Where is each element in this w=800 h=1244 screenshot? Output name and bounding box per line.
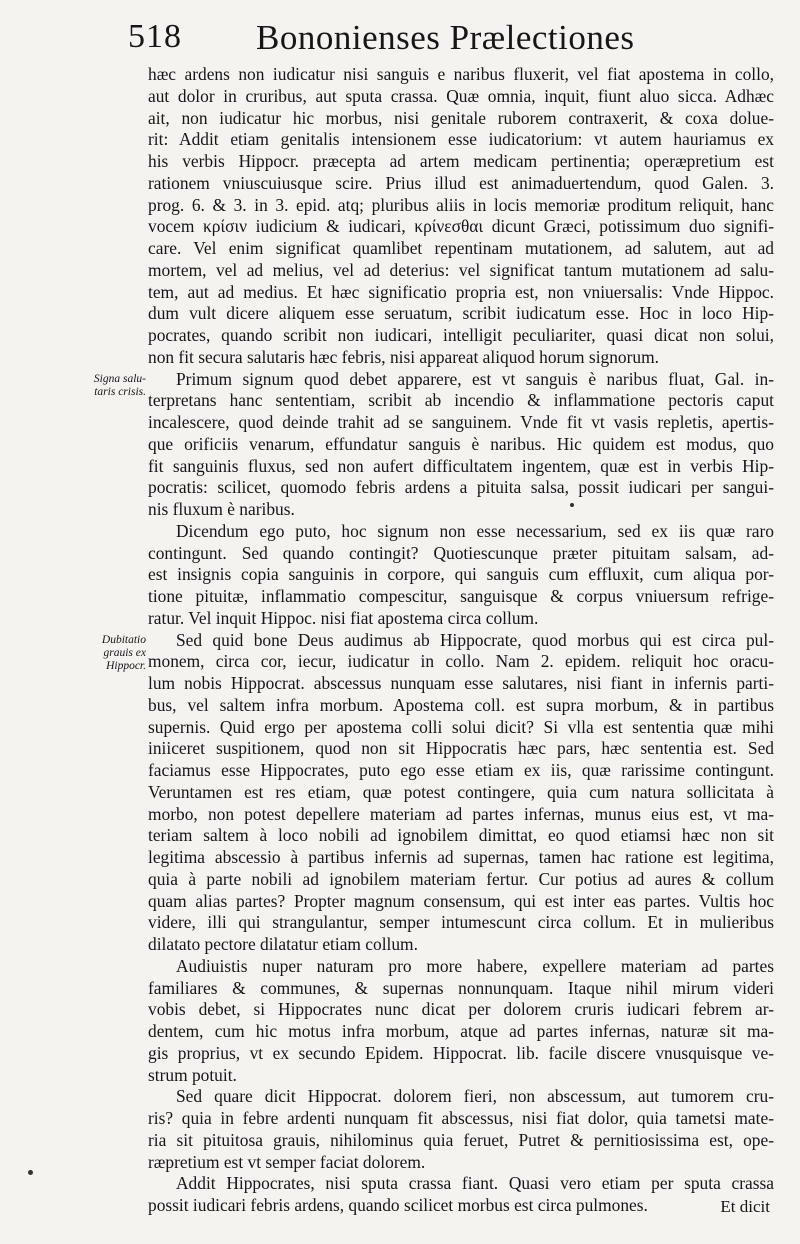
text-line: tione pituitæ, inflammatio compescitur, sanguisque & corpus vniuersum refrige- [148,586,774,606]
text-line: Sed quare dicit Hippocrat. dolorem fieri, non abscessum, aut tumorem cru- [176,1086,774,1107]
text-line: ris? quia in febre ardenti nunquam fit abscessus, nisi fiat dolor, quia tametsi mate- [148,1108,774,1128]
text-line: incalescere, quod deinde trahit ad se sanguinem. Vnde fit vt vasis repletis, apertis- [148,412,774,432]
text-line: fit sanguinis fluxus, sed non aufert difficultatem ingentem, quæ est in verbis Hip- [148,455,774,476]
text-line: Addit Hippocrates, nisi sputa crassa fiant. Quasi vero etiam per sputa crassa [176,1173,774,1194]
margin-note [66,634,146,673]
text-line: terpretans hanc sententiam, scribit ab incendio & inflammatione pectoris caput [148,390,774,411]
text-line: morbo, non potest depellere materiam ad partes infernas, munus eius est, vt ma- [148,803,774,824]
text-line: faciamus esse Hippocrates, puto ego esse etiam ex iis, quæ rarissime contingunt. [148,760,774,780]
margin-note [66,373,146,399]
text-line: ria sit pituitosa grauis, nihilominus quia feruet, Putret & pernitiosissima est, ope- [148,1129,774,1150]
margin-note-line: Hippocr. [106,659,146,672]
text-line: care. Vel enim significat quamlibet repentinam mutationem, ad salutem, aut ad [148,238,774,258]
text-line: possit iudicari febris ardens, quando scilicet morbus est circa pulmones. [148,1195,648,1215]
body-text [148,64,774,1217]
text-line: prog. 6. & 3. in 3. epid. atq; pluribus aliis in locis memoriæ proditum reliquit, hanc [148,194,774,215]
text-line: Dicendum ego puto, hoc signum non esse necessarium, sed ex iis quæ raro [176,520,774,541]
page-header [128,18,768,66]
text-line: strum potuit. [148,1064,237,1085]
text-line: ræpretium est vt semper faciat dolorem. [148,1151,426,1172]
text-line: rit: Addit etiam genitalis intensionem esse iudicatorium: vt autem hauriamus ex [148,129,774,150]
ink-spot-mark [28,1170,33,1175]
text-line: monem, circa cor, iecur, iudicatur in collo. Nam 2. epidem. reliquit hoc oracu- [148,651,774,672]
text-line: tem, aut ad medius. Et hæc significatio propria est, non vniuersalis: Vnde Hippoc. [148,281,774,302]
text-line: aut dolor in cruribus, aut sputa crassa. Quæ omnia, inquit, fiunt aluo sicca. Adhæc [148,85,774,106]
text-line: vobis debet, si Hippocrates nunc dicat per dolorem cruris iudicari febrem ar- [148,999,774,1020]
text-line: pocrates, quando scribit non iudicari, intelligit peculiariter, quasi dicat non solui, [148,325,774,345]
text-line: ratur. Vel inquit Hippoc. nisi fiat apostema circa collum. [148,607,539,628]
running-title: Bononienses Prælectiones [256,18,635,57]
text-line: lum nobis Hippocrat. abscessus nunquam esse salutares, nisi fiant in infernis parti- [148,673,774,693]
text-line: Sed quid bone Deus audimus ab Hippocrate, quod morbus qui est circa pul- [176,629,774,650]
text-line: mortem, vel ad melius, vel ad deterius: vel significat tantum mutationem ad salu- [148,259,774,280]
text-line: contingunt. Sed quando contingit? Quotiescunque præter pituitam salsam, ad- [148,542,774,563]
text-line: gis proprius, vt ex secundo Epidem. Hippocrat. lib. facile discere vnusquisque ve- [148,1042,774,1063]
margin-note-line: grauis ex [103,646,146,659]
text-line: supernis. Quid ergo per apostema colli solui dicit? Si vlla est sententia quæ mihi [148,716,774,737]
text-line: hæc ardens non iudicatur nisi sanguis e naribus fluxerit, vel fiat apostema in collo, [148,64,774,84]
text-line: que orificiis venarum, effundatur sanguis è naribus. Hic quidem est modus, quo [148,433,774,454]
page-number: 518 [128,18,182,55]
ink-spot-mark [570,503,574,507]
text-line: familiares & communes, & supernas nonnunquam. Itaque nihil mirum videri [148,977,774,998]
text-line: est insignis copia sanguinis in corpore, qui sanguis cum effluxit, cum aliqua por- [148,564,774,585]
text-line: Audiuistis nuper naturam pro more habere, expellere materiam ad partes [176,955,774,976]
text-line: pocratis: scilicet, quomodo febris ardens a pituita salsa, possit iudicari per sangui- [148,477,774,498]
text-line: quia à parte nobili ad ignobilem materiam fertur. Cur potius ad aures & collum [148,868,774,889]
text-line: Veruntamen est res etiam, quæ potest contingere, quia cum natura sollicitata à [148,781,774,802]
text-line: Primum signum quod debet apparere, est vt sanguis è naribus fluat, Gal. in- [176,368,774,389]
catchword: Et dicit [720,1197,770,1216]
text-line: non fit secura salutaris hæc febris, nisi appareat aliquod horum signorum. [148,346,659,367]
text-line: teriam saltem à loco nobili ad ignobilem dimittat, eo quod etiamsi hæc non sit [148,825,774,846]
text-line: iniiceret suspitionem, quod non sit Hippocratis hæc pars, hæc sententia est. Sed [148,738,774,759]
margin-note-line: Signa salu- [93,372,146,385]
text-line: his verbis Hippocr. præcepta ad artem medicam pertinentia; operæpretium est [148,151,774,171]
text-line: vocem κρίσιν iudicium & iudicari, κρίνεσθαι dicunt Græci, potissimum duo signifi- [148,216,774,237]
text-line: dentem, cum hic motus infra morbum, atque ad partes infernas, naturæ sit ma- [148,1021,774,1041]
text-line: rationem vniuscuiusque scire. Prius illud est animaduertendum, quod Galen. 3. [148,172,774,193]
text-line: bus, vel saltem infra morbum. Apostema coll. est supra morbum, & in partibus [148,694,774,715]
text-line: legitima abscessio à partibus infernis ad supernas, tamen hac ratione est legitima, [148,847,774,867]
text-line: dilatato pectore dilatatur etiam collum. [148,934,418,954]
text-line: videre, illi qui strangulantur, semper intumescunt circa collum. Et in mulieribus [148,912,774,933]
text-line: quam alias partes? Propter magnum consensum, qui est inter eas partes. Vultis hoc [148,890,774,911]
text-line: ait, non iudicatur hic morbus, nisi genitale ruborem contraxerit, & coxa dolue- [148,107,774,128]
text-line: dum vult dicere aliquem esse seruatum, scribit iudicatum esse. Hoc in loco Hip- [148,303,774,324]
margin-note-line: Dubitatio [101,633,146,646]
margin-note-line: taris crisis. [94,385,146,398]
text-line: nis fluxum è naribus. [148,499,295,519]
